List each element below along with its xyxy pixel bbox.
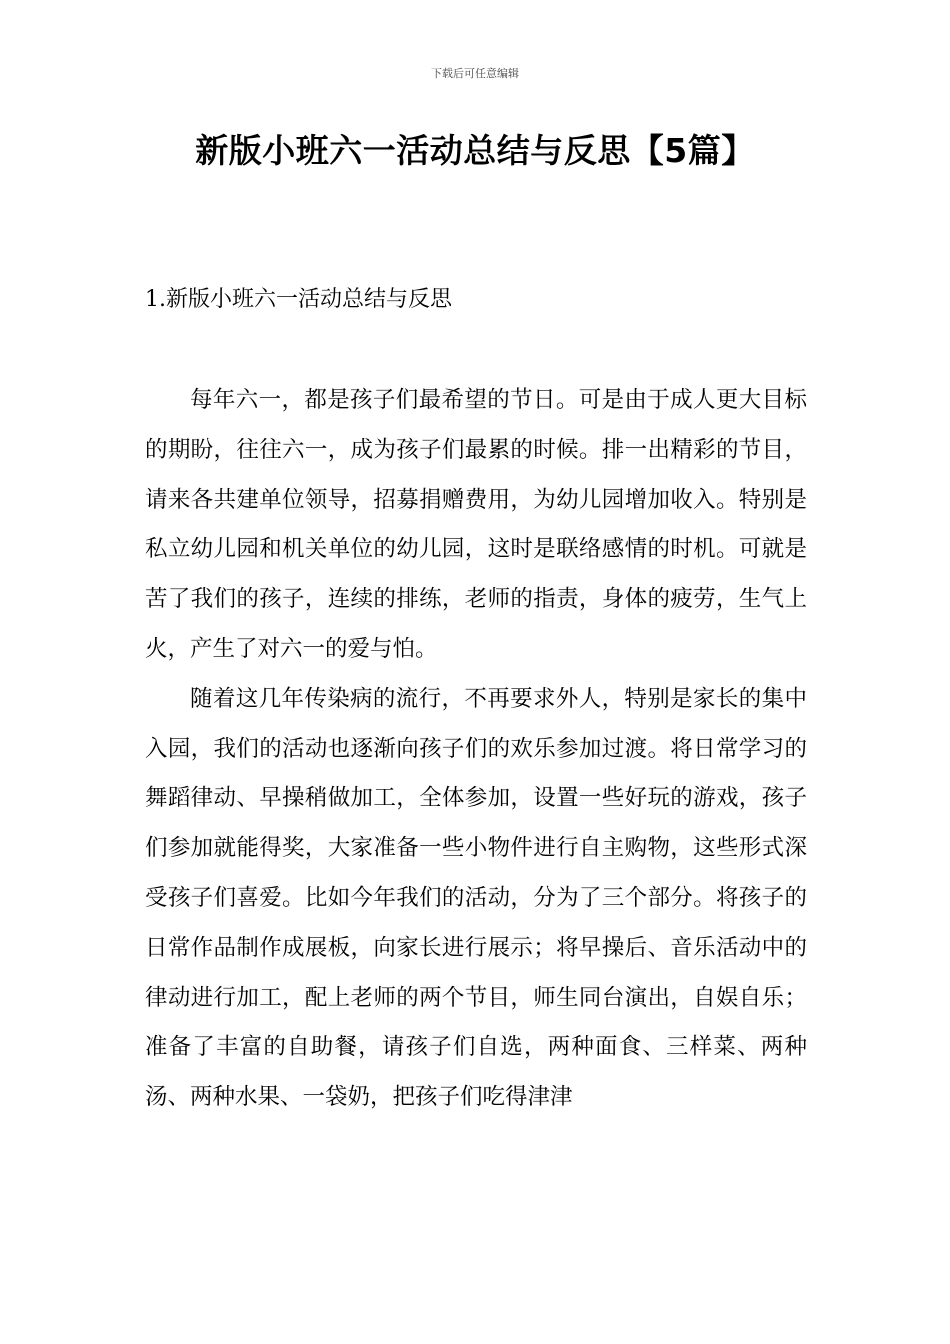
body-text: [145, 376, 807, 1123]
document-title: 新版小班六一活动总结与反思【5篇】: [195, 131, 755, 170]
header-note: 下载后可任意编辑: [431, 67, 519, 80]
paragraph-2: 随着这几年传染病的流行，不再要求外人，特别是家长的集中入园，我们的活动也逐渐向孩子们的欢乐参加过渡。将日常学习的舞蹈律动、早操稍做加工，全体参加，设置一些好玩的游戏，孩子们参加就能得奖，大家准备一些小物件进行自主购物，这些形式深受孩子们喜爱。比如今年我们的活动，分为了三个部分。将孩子的日常作品制作成展板，向家长进行展示；将早操后、音乐活动中的律动进行加工，配上老师的两个节目，师生同台演出，自娱自乐；准备了丰富的自助餐，请孩子们自选，两种面食、三样菜、两种汤、两种水果、一袋奶，把孩子们吃得津津: [145, 685, 807, 1111]
section-heading: 1.新版小班六一活动总结与反思: [145, 287, 452, 312]
paragraph-1: 每年六一，都是孩子们最希望的节日。可是由于成人更大目标的期盼，往往六一，成为孩子们最累的时候。排一出精彩的节目，请来各共建单位领导，招募捐赠费用，为幼儿园增加收入。特别是私立幼儿园和机关单位的幼儿园，这时是联络感情的时机。可就是苦了我们的孩子，连续的排练，老师的指责，身体的疲劳，生气上火，产生了对六一的爱与怕。: [145, 387, 807, 662]
